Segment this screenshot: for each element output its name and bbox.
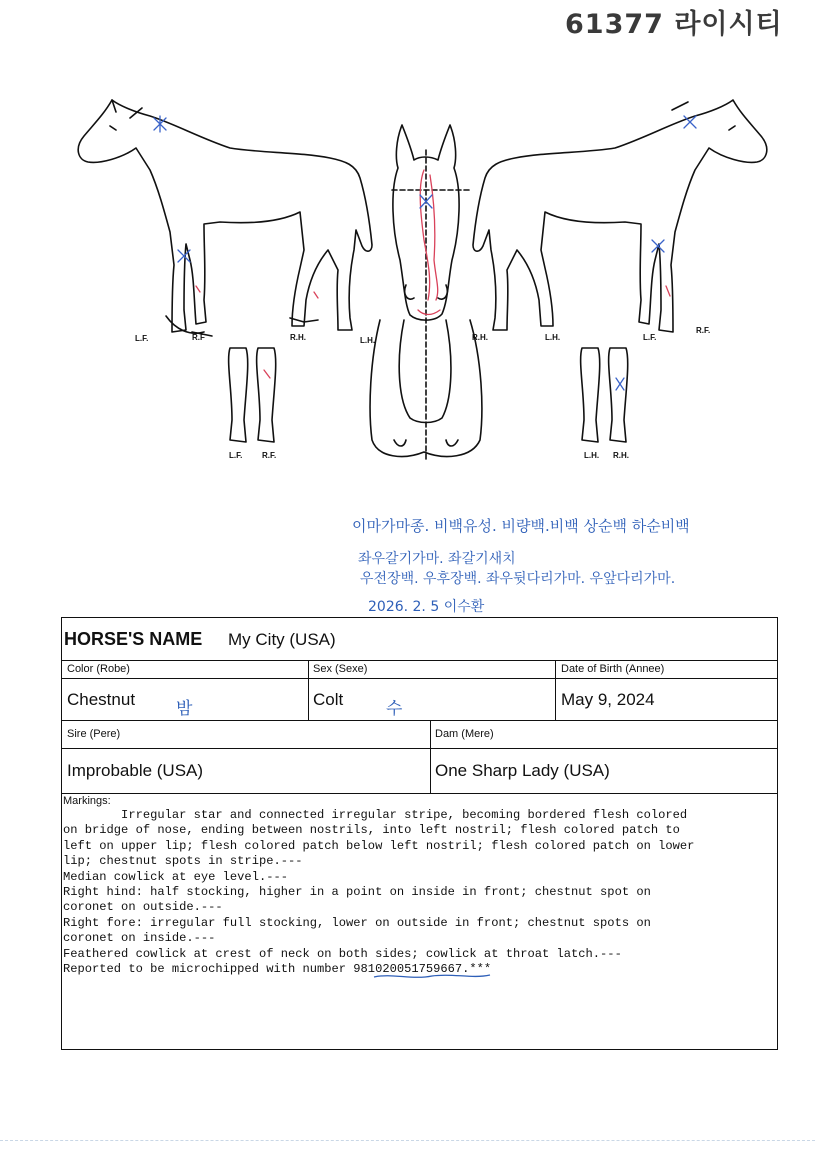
color-label: Color (Robe) [67, 663, 130, 675]
form-divider [62, 678, 777, 679]
leg-label-rf-left: R.F [192, 333, 205, 342]
handwritten-note-line1: 이마가마종. 비백유성. 비량백.비백 상순백 하순비백 [352, 517, 690, 535]
handwritten-color-note: 밤 [176, 699, 193, 719]
handwritten-note-line4: 2026. 2. 5 이수환 [368, 599, 485, 615]
dob-value: May 9, 2024 [561, 690, 655, 709]
microchip-underline [372, 971, 492, 981]
form-divider [62, 748, 777, 749]
color-value: Chestnut [67, 690, 136, 709]
hind-legs-outline [581, 348, 628, 442]
registration-form [61, 617, 778, 1050]
form-column-divider [555, 660, 556, 720]
hind-legs-label-lh: L.H. [584, 451, 600, 460]
form-divider [62, 793, 777, 794]
handwritten-sex-note: 수 [386, 699, 403, 719]
horse-diagram [0, 80, 815, 480]
leg-label-rh-left: R.H. [290, 333, 306, 342]
form-divider [62, 660, 777, 661]
form-column-divider [308, 660, 309, 720]
sex-label: Sex (Sexe) [313, 663, 368, 675]
hind-legs-label-rh: R.H. [613, 451, 629, 460]
handwritten-note-line2: 좌우갈기가마. 좌갈기새치 [358, 551, 516, 567]
form-divider [62, 720, 777, 721]
leg-label-rh-right: R.H. [472, 333, 488, 342]
form-column-divider [430, 720, 431, 793]
front-legs-outline [229, 348, 276, 442]
markings-label: Markings: [63, 795, 111, 807]
left-horse-outline [78, 100, 372, 336]
leg-label-lf-left: L.F. [135, 334, 149, 343]
dam-label: Dam (Mere) [435, 728, 494, 740]
dob-label: Date of Birth (Annee) [561, 663, 665, 675]
leg-label-lf-right: L.F. [643, 333, 657, 342]
handwritten-note-line3: 우전장백. 우후장백. 좌우뒷다리가마. 우앞다리가마. [360, 571, 676, 587]
front-legs-label-lf: L.F. [229, 451, 243, 460]
horse-name-value: My City (USA) [228, 630, 336, 649]
front-legs-label-rf: R.F. [262, 451, 277, 460]
sex-value: Colt [313, 690, 344, 709]
dam-value: One Sharp Lady (USA) [435, 761, 610, 780]
sire-value: Improbable (USA) [67, 761, 204, 780]
scan-edge-line [0, 1140, 815, 1141]
horse-name-label: HORSE'S NAME [64, 629, 203, 649]
markings-text: Irregular star and connected irregular stripe, becoming bordered flesh colored on bridge of nose, ending between nostrils, into left nostril; flesh colored patch to left on upper lip; flesh colored patch below left nostril; flesh colored patch on lower lip; chestnut spots in stripe.--- Median cowlick at eye level.--- Right hind: half stocking, higher in a point on inside in front; chestnut spot on coronet on outside.--- Right fore: irregular full stocking, lower on outside in front; chestnut spots on coronet on inside.--- Feathered cowlick at crest of neck on both sides; cowlick at throat latch.--- Reported to be microchipped with number 981020051759667.*** [63, 808, 695, 977]
right-horse-outline [473, 100, 767, 332]
leg-label-lh-left: L.H. [360, 336, 376, 345]
head-front-outline [370, 125, 482, 460]
leg-label-rf-right: R.F. [696, 326, 711, 335]
sire-label: Sire (Pere) [67, 728, 121, 740]
leg-label-lh-right: L.H. [545, 333, 561, 342]
reference-code: 61377 라이시티 [565, 9, 783, 40]
